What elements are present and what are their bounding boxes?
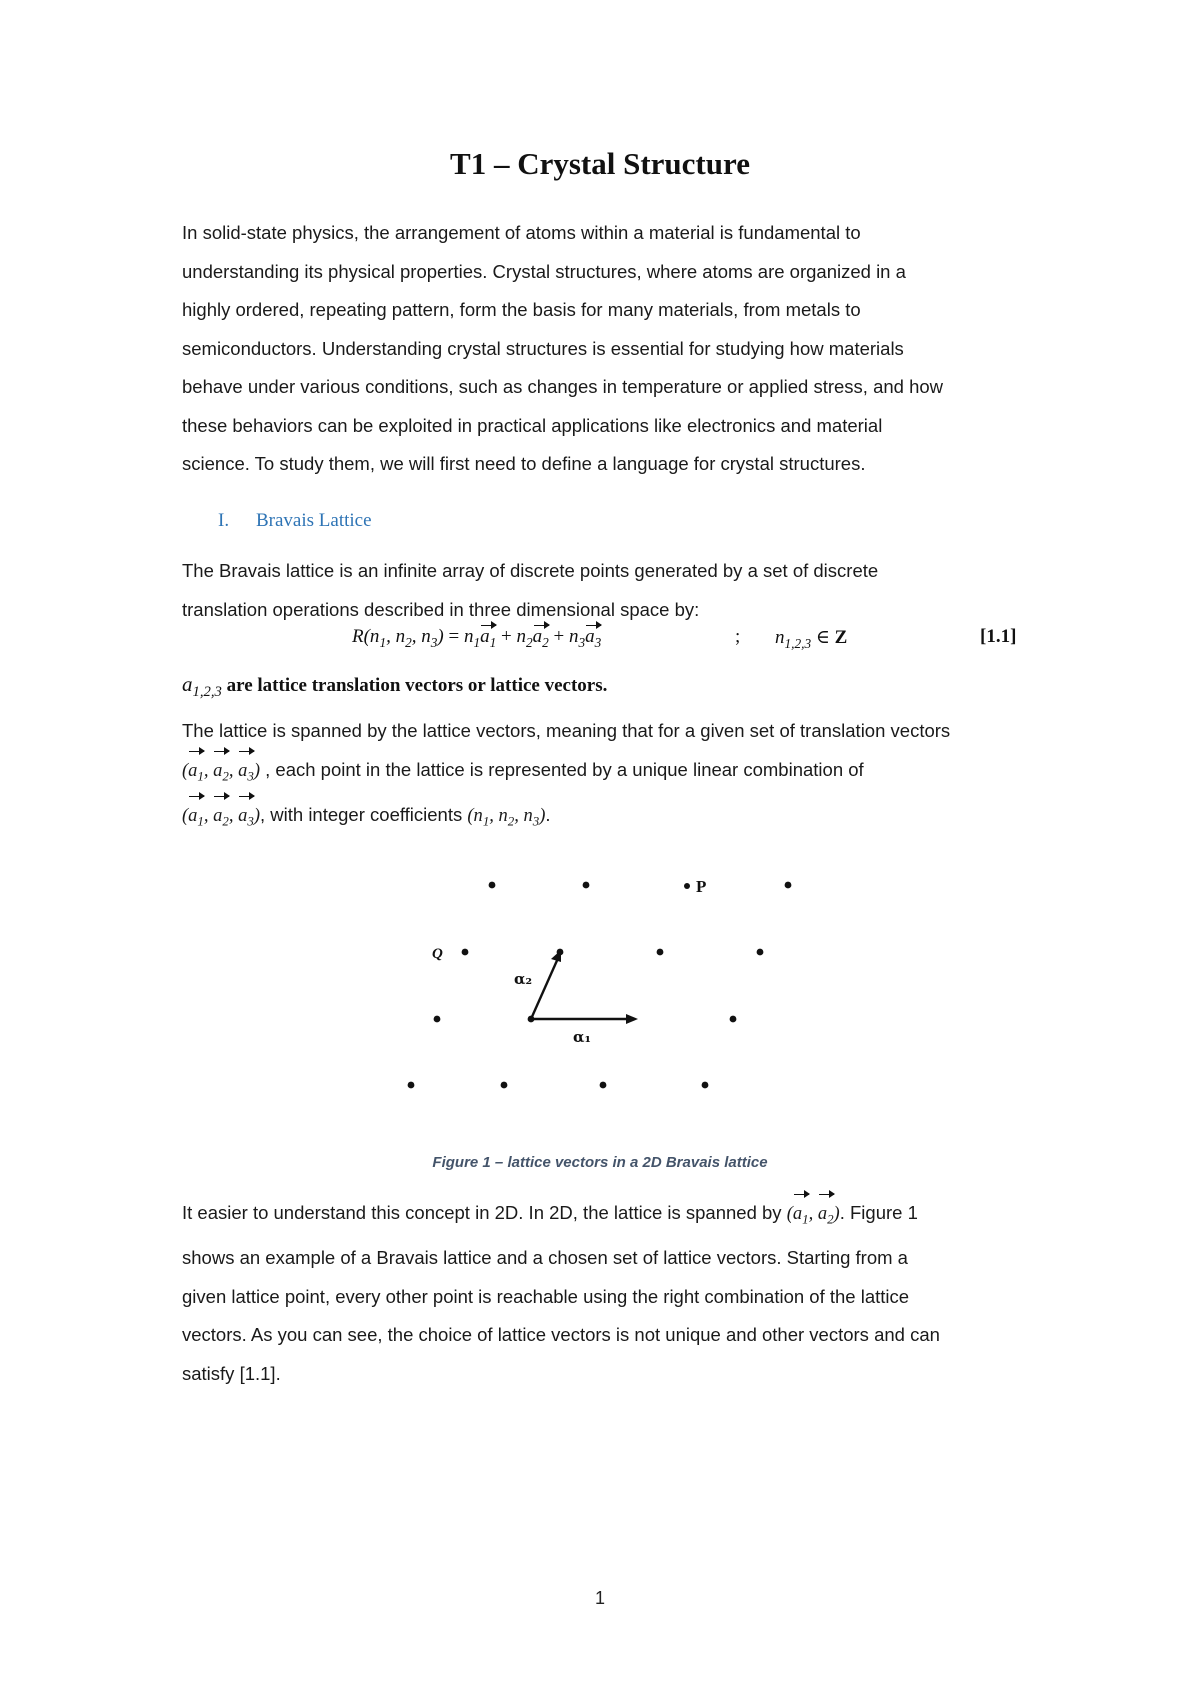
lattice-point	[583, 882, 590, 889]
lattice-point	[434, 1016, 441, 1023]
explanation-line: satisfy [1.1].	[182, 1362, 281, 1384]
label-a2: α₂	[514, 970, 533, 988]
figure-caption: Figure 1 – lattice vectors in a 2D Bravais lattice	[432, 1154, 768, 1171]
intro-paragraph	[182, 214, 1042, 484]
lattice-vector-definition	[182, 672, 607, 701]
lattice-diagram	[0, 860, 1200, 1110]
lattice-point	[489, 882, 496, 889]
intro-line: understanding its physical properties. Crystal structures, where atoms are organized in a	[182, 260, 906, 282]
bravais-line: translation operations described in three dimensional space by:	[182, 598, 700, 620]
equation-number: [1.1]	[980, 626, 1017, 647]
lattice-figure	[0, 860, 1200, 1110]
bravais-paragraph	[182, 552, 1042, 629]
intro-line: highly ordered, repeating pattern, form the basis for many materials, from metals to	[182, 299, 861, 320]
label-q: Q	[432, 946, 443, 962]
label-a1: α₁	[573, 1028, 592, 1046]
explanation-paragraph	[182, 1194, 1042, 1393]
intro-line: science. To study them, we will first need to define a language for crystal structures.	[182, 453, 866, 474]
intro-line: semiconductors. Understanding crystal structures is essential for studying how materials	[182, 337, 904, 359]
lattice-point	[657, 949, 664, 956]
lattice-point	[730, 1016, 737, 1023]
lattice-point	[408, 1082, 415, 1089]
lattice-point	[600, 1082, 607, 1089]
section-number: I.	[218, 510, 230, 531]
vector-a2-arrowhead	[551, 950, 561, 962]
section-heading	[218, 510, 372, 532]
equation-condition: $n_{1,2,3}$ ∈ Z	[775, 627, 848, 651]
span-line: ($a_1$, $a_2$, $a_3$), with integer coefficients ($n_1$, $n_2$, $n_3$).	[182, 796, 1042, 841]
label-p: P	[696, 877, 707, 896]
equation-expression: $R(n_1$, $n_2$, $n_3) = n_1a_1 + n_2a_2 + n_3a_3$	[352, 626, 602, 650]
lattice-point	[501, 1082, 508, 1089]
definition-symbol: $a_{1,2,3}$	[182, 672, 222, 701]
explanation-line: vectors. As you can see, the choice of lattice vectors is not unique and other vectors and can	[182, 1324, 940, 1346]
lattice-point	[462, 949, 469, 956]
vector-a1-arrowhead	[626, 1014, 638, 1024]
explanation-line: given lattice point, every other point is reachable using the right combination of the lattice	[182, 1285, 910, 1307]
definition-text: are lattice translation vectors or lattice vectors.	[221, 675, 608, 696]
span-line: The lattice is spanned by the lattice vectors, meaning that for a given set of translation vectors	[182, 720, 951, 741]
page-number: 1	[594, 1588, 605, 1608]
section-title: Bravais Lattice	[256, 510, 372, 531]
lattice-point	[684, 883, 690, 889]
span-paragraph	[182, 712, 1042, 841]
explanation-line: shows an example of a Bravais lattice and a chosen set of lattice vectors. Starting from a	[182, 1247, 908, 1269]
page-title: T1 – Crystal Structure	[450, 146, 750, 181]
intro-line: behave under various conditions, such as changes in temperature or applied stress, and how	[182, 376, 944, 397]
span-line: ($a_1$, $a_2$, $a_3$) , each point in the lattice is represented by a unique linear combination of	[182, 751, 1042, 796]
equation-separator: ;	[735, 626, 741, 647]
intro-line: these behaviors can be exploited in practical applications like electronics and material	[182, 414, 883, 436]
lattice-point	[757, 949, 764, 956]
intro-line: In solid-state physics, the arrangement of atoms within a material is fundamental to	[182, 222, 861, 243]
lattice-point	[702, 1082, 709, 1089]
vector-a2	[531, 956, 559, 1019]
explanation-line: It easier to understand this concept in 2D. In 2D, the lattice is spanned by ($a_1$, $a_2$). Figure 1	[182, 1194, 1042, 1239]
lattice-point	[785, 882, 792, 889]
bravais-line: The Bravais lattice is an infinite array of discrete points generated by a set of discrete	[182, 560, 879, 581]
